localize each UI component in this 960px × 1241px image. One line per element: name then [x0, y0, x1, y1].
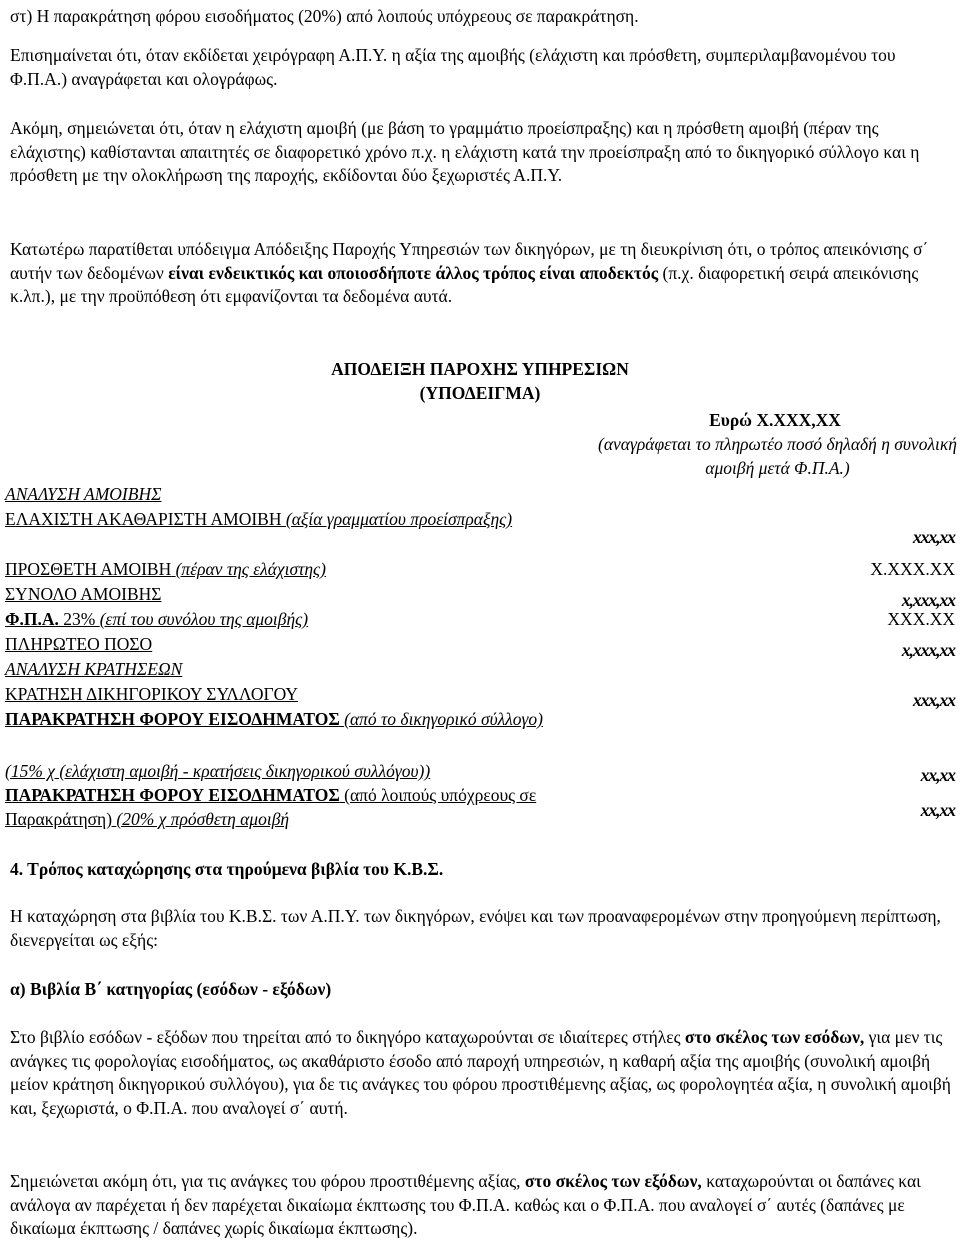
section-4-sub-a: α) Βιβλία Β΄ κατηγορίας (εσόδων - εξόδων): [10, 979, 332, 999]
sample-intro-rest: (π.χ. διαφορετική σειρά απεικόνισης κ.λπ.), με την προϋπόθεση ότι εμφανίζονται τα δεδομένα αυτά.: [10, 262, 919, 306]
vat-percent: 23%: [58, 609, 100, 629]
vat-value: ΧΧΧ.ΧΧ: [887, 609, 955, 629]
p3-rest: καταχωρούνται οι δαπάνες και ανάλογα αν παρέχεται ή δεν παρέχεται δικαίωμα έκπτωσης του Φ.Π.Α. καθώς και ο Φ.Π.Α. που αναλογεί σ΄ αυτές (δαπάνες με δικαίωμα έκπτωσης / δαπάνες χωρίς δικαίωμα έκπτωσης).: [10, 1171, 921, 1238]
paragraph-handwritten-receipt: Επισημαίνεται ότι, όταν εκδίδεται χειρόγραφη Α.Π.Υ. η αξία της αμοιβής (ελάχιστη και πρόσθετη, συμπεριλαμβανομένου του Φ.Π.Α.) αναγράφεται και ολογράφως.: [10, 45, 896, 89]
min-fee-label: [5, 508, 605, 532]
tax1-note: (από το δικηγορικό σύλλογο): [344, 709, 543, 729]
p2-bold: στο σκέλος των εσόδων,: [684, 1027, 865, 1047]
sample-intro-text: Κατωτέρω παρατίθεται υπόδειγμα Απόδειξης Παροχής Υπηρεσιών των δικηγόρων, με τη διευκρίνιση ότι, ο τρόπος απεικόνισης σ΄ αυτήν των δεδομένων: [10, 239, 929, 283]
min-fee-text: ΕΛΑΧΙΣΤΗ ΑΚΑΘΑΡΙΣΤΗ ΑΜΟΙΒΗ: [5, 509, 282, 529]
min-fee-row: [5, 508, 955, 556]
min-fee-note: (αξία γραμματίου προείσπραξης): [285, 509, 513, 529]
tax2-label: [5, 784, 545, 831]
tax1-text: ΠΑΡΑΚΡΑΤΗΣΗ ΦΟΡΟΥ ΕΙΣΟΔΗΜΑΤΟΣ: [5, 709, 340, 729]
section-4-heading: 4. Τρόπος καταχώρησης στα τηρούμενα βιβλία του Κ.Β.Σ.: [10, 859, 444, 879]
payable-label: ΠΛΗΡΩΤΕΟ ΠΟΣΟ: [5, 634, 153, 654]
deductions-title: ΑΝΑΛΥΣΗ ΚΡΑΤΗΣΕΩΝ: [5, 659, 183, 679]
paragraph-separate-receipts: Ακόμη, σημειώνεται ότι, όταν η ελάχιστη αμοιβή (με βάση το γραμμάτιο προείσπραξης) και η πρόσθετη αμοιβή (πέραν της ελάχιστης) καθίστανται απαιτητές σε διαφορετικό χρόνο π.χ. η ελάχιστη κατά την προείσπραξη από το δικηγορικό σύλλογο και η πρόσθετη με την ολοκλήρωση της παροχής, εκδίδονται δύο ξεχωριστές Α.Π.Υ.: [10, 118, 920, 185]
paragraph-sample-intro: [10, 238, 952, 309]
bar-deduction-value: xxx,xx: [912, 690, 955, 710]
p3-text: Σημειώνεται ακόμη ότι, για τις ανάγκες του φόρου προστιθέμενης αξίας,: [10, 1171, 525, 1191]
extra-fee-note: (πέραν της ελάχιστης): [175, 559, 326, 579]
total-label: ΣΥΝΟΛΟ ΑΜΟΙΒΗΣ: [5, 584, 162, 604]
vat-text: Φ.Π.Α.: [5, 609, 59, 629]
bar-deduction-label: ΚΡΑΤΗΣΗ ΔΙΚΗΓΟΡΙΚΟΥ ΣΥΛΛΟΓΟΥ: [5, 684, 299, 704]
line-st: στ) Η παρακράτηση φόρου εισοδήματος (20%) από λοιπούς υπόχρεους σε παρακράτηση.: [10, 6, 639, 26]
sample-intro-bold: είναι ενδεικτικός και οποιοσδήποτε άλλος τρόπος είναι αποδεκτός: [168, 262, 659, 283]
section-4-paragraph-3: [10, 1170, 952, 1241]
tax2-note-b: (20% χ πρόσθετη αμοιβή: [116, 808, 290, 829]
receipt-amount: Ευρώ Χ.ΧΧΧ,ΧΧ: [709, 410, 841, 430]
extra-fee-text: ΠΡΟΣΘΕΤΗ ΑΜΟΙΒΗ: [5, 559, 172, 579]
tax1-label: [5, 708, 605, 732]
extra-fee-value: Χ.ΧΧΧ.ΧΧ: [870, 559, 955, 579]
section-4-paragraph-2: [10, 1026, 952, 1120]
receipt-title: ΑΠΟΔΕΙΞΗ ΠΑΡΟΧΗΣ ΥΠΗΡΕΣΙΩΝ: [331, 359, 629, 379]
tax2-note-a: (από λοιπούς υπόχρεους σε Παρακράτηση): [5, 785, 537, 829]
p2-rest: για μεν τις ανάγκες τις φορολογίας εισοδήματος, ως ακαθάριστο έσοδο από παροχή υπηρεσιών, η καθαρή αξία της αμοιβής (συνολική αμοιβή μείον κράτηση δικηγορικού συλλόγου), για δε τις ανάγκες του φόρου προστιθέμενης αξίας, ως φορολογητέα αξία, η συνολική αμοιβή και, ξεχωριστά, ο Φ.Π.Α. που αναλογεί σ΄ αυτή.: [10, 1027, 951, 1118]
tax1-formula: (15% χ (ελάχιστη αμοιβή - κρατήσεις δικηγορικού συλλόγου)): [5, 761, 431, 781]
tax2-row: [5, 784, 955, 832]
tax2-value: xx,xx: [920, 800, 955, 820]
extra-fee-label: [5, 558, 605, 582]
analysis-title: ΑΝΑΛΥΣΗ ΑΜΟΙΒΗΣ: [5, 484, 162, 504]
vat-note: (επί του συνόλου της αμοιβής): [99, 609, 309, 629]
total-value: x,xxx,xx: [901, 590, 955, 610]
min-fee-value: xxx,xx: [912, 527, 955, 547]
receipt-amount-note: (αναγράφεται το πληρωτέο ποσό δηλαδή η συνολική αμοιβή μετά Φ.Π.Α.): [598, 434, 957, 478]
tax1-value: xx,xx: [920, 765, 955, 785]
p3-bold: στο σκέλος των εξόδων,: [524, 1171, 702, 1191]
tax2-text: ΠΑΡΑΚΡΑΤΗΣΗ ΦΟΡΟΥ ΕΙΣΟΔΗΜΑΤΟΣ: [5, 785, 340, 805]
section-4-paragraph-1: Η καταχώρηση στα βιβλία του Κ.Β.Σ. των Α.Π.Υ. των δικηγόρων, ενόψει και των προαναφερομένων στην προηγούμενη περίπτωση, διενεργείται ως εξής:: [10, 906, 941, 950]
receipt-subtitle: (ΥΠΟΔΕΙΓΜΑ): [419, 383, 541, 403]
p2-text: Στο βιβλίο εσόδων - εξόδων που τηρείται από το δικηγόρο καταχωρούνται σε ιδιαίτερες στήλες: [10, 1027, 685, 1047]
payable-value: x,xxx,xx: [901, 640, 955, 660]
vat-label: [5, 608, 605, 632]
